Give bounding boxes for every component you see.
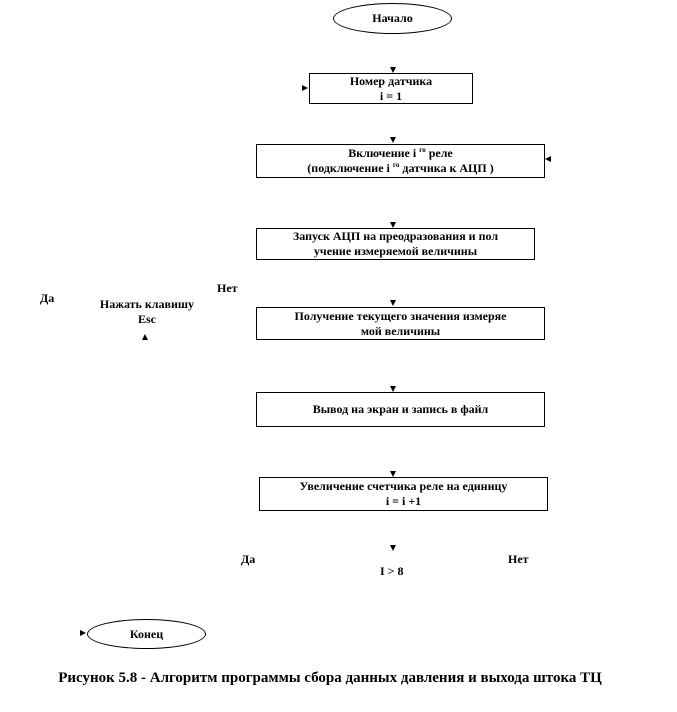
value-block-line1: Получение текущего значения измеряе (294, 308, 507, 323)
relay-line2-sup: го (392, 161, 400, 169)
end-label: Конец (129, 626, 164, 641)
arrow-to-count-decision (390, 545, 396, 551)
end-terminal (87, 619, 206, 649)
esc-decision-yes-label: Да (40, 291, 55, 305)
start-terminal (333, 3, 452, 34)
arrow-loop-into-sensor-block (302, 85, 308, 91)
arrow-to-relay-block (390, 137, 396, 143)
esc-decision-no-label: Нет (217, 281, 238, 295)
arrow-loop-into-relay-block (545, 156, 551, 162)
adc-start-block (256, 228, 535, 260)
esc-decision-line2: Esc (138, 312, 156, 326)
current-value-block (256, 307, 545, 340)
start-label: Начало (372, 11, 413, 25)
adc-block-line2: учение измеряемой величины (313, 244, 478, 258)
esc-decision-line1: Нажать клавишу (99, 297, 195, 311)
relay-line1-pre: Включение i (348, 146, 417, 160)
relay-line1-post: реле (428, 146, 453, 160)
arrow-up-into-esc-decision (142, 334, 148, 340)
output-block (256, 392, 545, 427)
relay-line2-pre: (подключение i (307, 161, 390, 175)
count-decision-yes-label: Да (241, 552, 256, 566)
relay-switch-block (256, 144, 545, 178)
relay-block-line2 (307, 161, 493, 176)
count-decision-no-label: Нет (508, 552, 529, 566)
sensor-number-block (309, 73, 473, 104)
esc-decision (97, 297, 197, 327)
increment-counter-block (259, 477, 548, 511)
relay-line2-post: датчика к АЦП ) (402, 161, 494, 175)
arrow-to-end-terminal (80, 630, 86, 636)
sensor-block-line1: Номер датчика (349, 73, 433, 88)
count-decision-condition: I > 8 (380, 564, 404, 578)
value-block-line2: мой величины (360, 323, 441, 338)
relay-block-line1 (348, 146, 453, 161)
arrow-to-value-block (390, 300, 396, 306)
sensor-block-line2: i = 1 (379, 88, 403, 103)
increment-block-line1: Увеличение счетчика реле на единицу (299, 479, 508, 493)
relay-line1-sup: го (419, 146, 426, 154)
output-block-line1: Вывод на экран и запись в файл (312, 402, 489, 416)
adc-block-line1: Запуск АЦП на преодразования и пол (292, 229, 499, 243)
figure-caption: Рисунок 5.8 - Алгоритм программы сбора данных давления и выхода штока ТЦ (58, 670, 602, 686)
increment-block-line2: i = i +1 (385, 494, 422, 508)
